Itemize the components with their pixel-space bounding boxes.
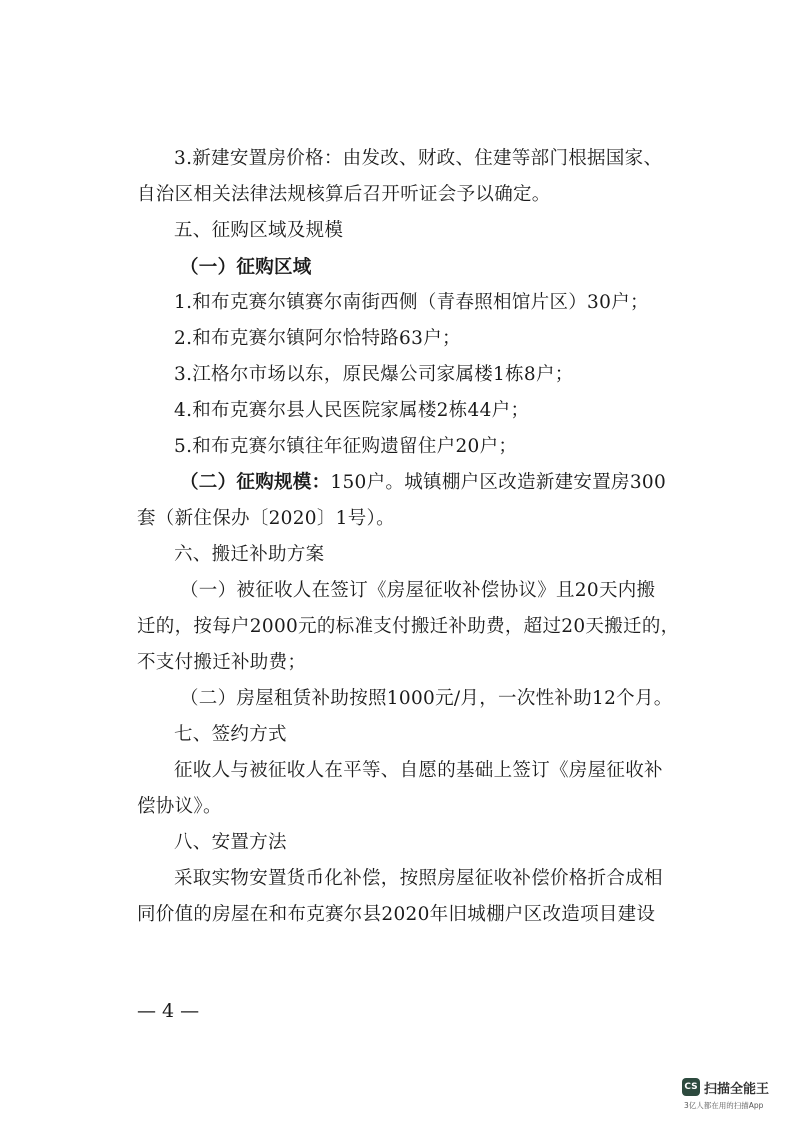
list-item-2: 2.和布克赛尔镇阿尔恰特路63户； bbox=[174, 328, 461, 349]
subsidy-para-1: （一）被征收人在签订《房屋征收补偿协议》且20天内搬 bbox=[180, 580, 656, 601]
list-item-1: 1.和布克赛尔镇赛尔南街西侧（青春照相馆片区）30户； bbox=[174, 292, 649, 313]
scale-line bbox=[180, 474, 666, 493]
section-heading-8: 八、安置方法 bbox=[174, 832, 287, 853]
list-item-3: 3.江格尔市场以东，原民爆公司家属楼1栋8户； bbox=[174, 364, 574, 385]
section-heading-7: 七、签约方式 bbox=[174, 724, 287, 745]
section-heading-6: 六、搬迁补助方案 bbox=[174, 544, 325, 565]
watermark-title: 扫描全能王 bbox=[704, 1082, 770, 1097]
camscanner-logo-icon: CS bbox=[682, 1078, 700, 1096]
subsidy-para-1-cont: 迁的，按每户2000元的标准支付搬迁补助费，超过20天搬迁的， bbox=[137, 616, 680, 637]
scale-value: 150户。城镇棚户区改造新建安置房300 bbox=[330, 472, 667, 493]
camscanner-watermark bbox=[680, 1076, 790, 1116]
scale-line-cont: 套（新住保办〔2020〕1号）。 bbox=[137, 508, 395, 529]
list-item-5: 5.和布克赛尔镇往年征购遗留住户20户； bbox=[174, 436, 518, 457]
section-heading-5: 五、征购区域及规模 bbox=[174, 220, 344, 241]
watermark-subtitle: 3亿人都在用的扫描App bbox=[684, 1101, 764, 1110]
text-line-price: 3.新建安置房价格：由发改、财政、住建等部门根据国家、 bbox=[174, 148, 663, 169]
signing-para-cont: 偿协议》。 bbox=[137, 796, 222, 817]
list-item-4: 4.和布克赛尔县人民医院家属楼2栋44户； bbox=[174, 400, 530, 421]
scale-label: （二）征购规模： bbox=[180, 472, 331, 493]
text-line-price-cont: 自治区相关法律法规核算后召开听证会予以确定。 bbox=[137, 184, 551, 205]
page-number: — 4 — bbox=[137, 1000, 200, 1022]
resettlement-para-cont: 同价值的房屋在和布克赛尔县2020年旧城棚户区改造项目建设 bbox=[137, 904, 656, 925]
subsidy-para-1-end: 不支付搬迁补助费； bbox=[137, 652, 307, 673]
resettlement-para: 采取实物安置货币化补偿，按照房屋征收补偿价格折合成相 bbox=[174, 868, 663, 889]
subheading-area: （一）征购区域 bbox=[180, 257, 312, 278]
signing-para: 征收人与被征收人在平等、自愿的基础上签订《房屋征收补 bbox=[174, 760, 663, 781]
subsidy-para-2: （二）房屋租赁补助按照1000元/月，一次性补助12个月。 bbox=[180, 688, 673, 709]
